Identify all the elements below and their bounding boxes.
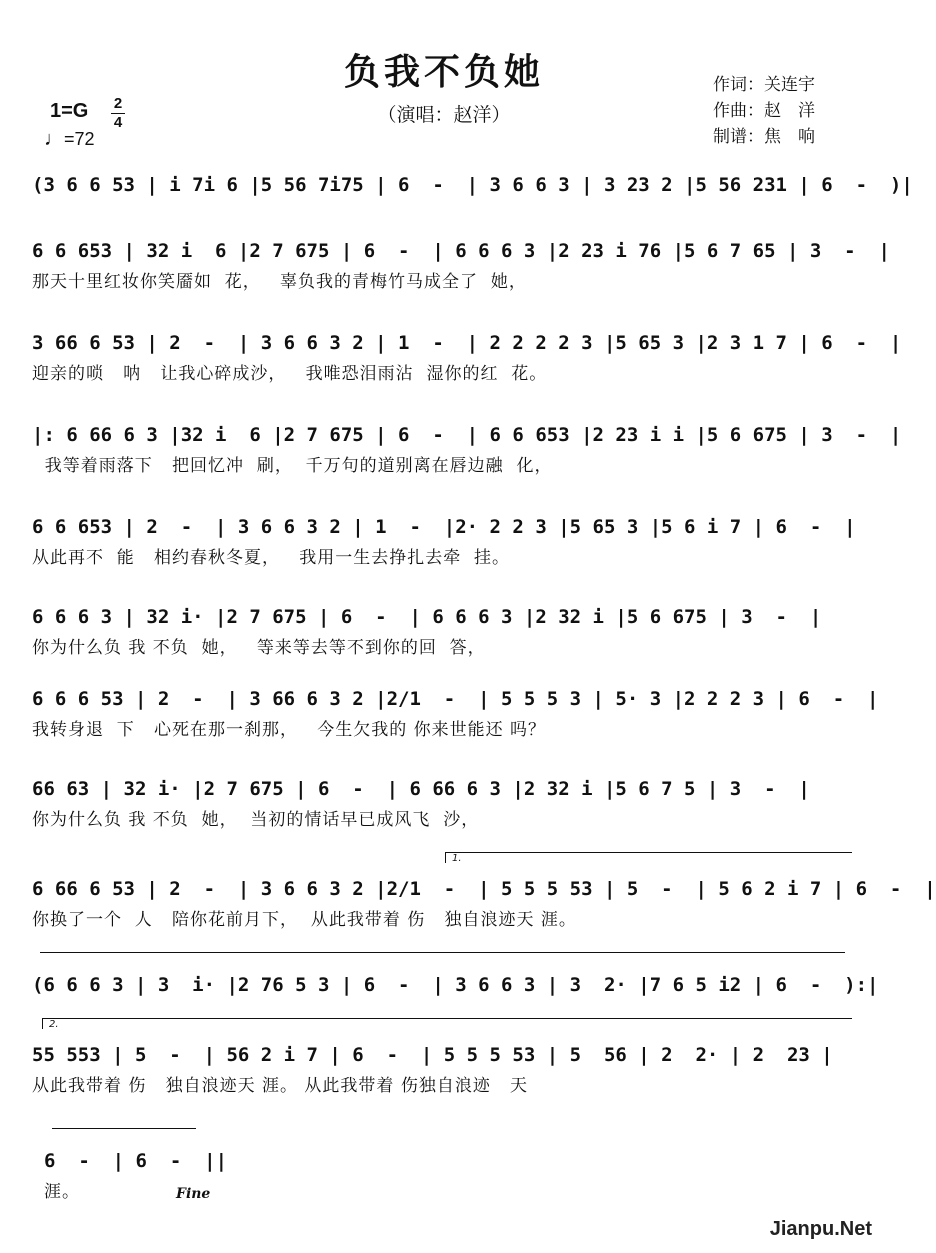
notes: (3 6 6 53 | i 7i 6 |5 56 7i75 | 6 - | 3 6 6 3 | 3 23 2 |5 56 231 | 6 - )| — [32, 174, 913, 196]
score-row-8 — [32, 776, 856, 832]
notes: 6 6 653 | 2 - | 3 6 6 3 2 | 1 - |2· 2 2 3 |5 65 3 |5 6 i 7 | 6 - | — [32, 516, 856, 538]
score-row-7 — [32, 686, 879, 742]
lyrics: 从此我带着 伤 独自浪迹天 涯。 从此我带着 伤独自浪迹 天 — [32, 1076, 529, 1096]
notes: 6 - | 6 - || — [44, 1150, 228, 1172]
notes: 6 6 6 3 | 32 i· |2 7 675 | 6 - | 6 6 6 3 |2 32 i |5 6 675 | 3 - | — [32, 606, 822, 628]
lyrics: 涯。 — [44, 1182, 80, 1202]
notes: 55 553 | 5 - | 56 2 i 7 | 6 - | 5 5 5 53 | 5 56 | 2 2· | 2 23 | — [32, 1044, 833, 1066]
score-title: 负我不负她 — [343, 51, 544, 93]
score-subtitle: （演唱：赵洋） — [377, 104, 511, 126]
ending-rule — [52, 1128, 196, 1129]
watermark-logo: Jianpu.Net — [769, 1218, 872, 1240]
quarter-note-icon: ♩ — [44, 128, 64, 150]
time-signature — [111, 96, 125, 131]
composer: 作曲：赵 洋 — [713, 101, 815, 121]
notes: 6 66 6 53 | 2 - | 3 6 6 3 2 |2/1 - | 5 5 5 53 | 5 - | 5 6 2 i 7 | 6 - | — [32, 878, 936, 900]
transcriber: 制谱：焦 响 — [713, 127, 815, 147]
score-row-2 — [32, 238, 890, 294]
tempo-marking — [44, 128, 95, 151]
score-row-9 — [32, 876, 936, 932]
lyricist: 作词：关连宇 — [713, 75, 815, 95]
notes: 6 6 6 53 | 2 - | 3 66 6 3 2 |2/1 - | 5 5 5 3 | 5· 3 |2 2 2 3 | 6 - | — [32, 688, 879, 710]
score-row-6 — [32, 604, 856, 660]
lyrics: 迎亲的唢 呐 让我心碎成沙， 我唯恐泪雨沾 湿你的红 花。 — [32, 364, 548, 384]
score-row-11 — [32, 1042, 856, 1098]
volta-1-bracket: 1. — [445, 852, 852, 863]
lyrics: 你为什么负 我 不负 她， 等来等去等不到你的回 答， — [32, 638, 486, 658]
notes: (6 6 6 3 | 3 i· |2 76 5 3 | 6 - | 3 6 6 3 | 3 2· |7 6 5 i2 | 6 - ):| — [32, 974, 879, 996]
meter-bottom: 4 — [113, 114, 123, 131]
notes: 66 63 | 32 i· |2 7 675 | 6 - | 6 66 6 3 |2 32 i |5 6 7 5 | 3 - | — [32, 778, 810, 800]
volta-2-bracket: 2. — [42, 1018, 852, 1029]
score-row-10 — [32, 972, 879, 998]
meter-top: 2 — [113, 95, 123, 112]
key-signature: 1=G — [50, 100, 89, 122]
lyrics: 我转身退 下 心死在那一刹那， 今生欠我的 你来世能还 吗？ — [32, 720, 547, 740]
fine-marking: Fine — [176, 1186, 211, 1202]
score-row-5 — [32, 514, 856, 570]
notes: |: 6 66 6 3 |32 i 6 |2 7 675 | 6 - | 6 6 653 |2 23 i i |5 6 675 | 3 - | — [32, 424, 902, 446]
section-rule — [40, 952, 845, 953]
lyrics: 从此再不 能 相约春秋冬夏， 我用一生去挣扎去牵 挂。 — [32, 548, 511, 568]
score-row-1 — [32, 172, 913, 198]
lyrics: 你为什么负 我 不负 她， 当初的情话早已成风飞 沙， — [32, 810, 480, 830]
lyrics: 我等着雨落下 把回忆冲 刷， 千万句的道别离在唇边融 化， — [32, 456, 553, 476]
notes: 6 6 653 | 32 i 6 |2 7 675 | 6 - | 6 6 6 3 |2 23 i 76 |5 6 7 65 | 3 - | — [32, 240, 890, 262]
lyrics: 那天十里红妆你笑靥如 花， 辜负我的青梅竹马成全了 她， — [32, 272, 527, 292]
score-row-3 — [32, 330, 902, 386]
tempo-value: =72 — [64, 129, 95, 149]
score-row-4 — [32, 422, 902, 478]
notes: 3 66 6 53 | 2 - | 3 6 6 3 2 | 1 - | 2 2 2 2 3 |5 65 3 |2 3 1 7 | 6 - | — [32, 332, 902, 354]
lyrics: 你换了一个 人 陪你花前月下， 从此我带着 伤 独自浪迹天 涯。 — [32, 910, 577, 930]
credits — [713, 72, 815, 150]
